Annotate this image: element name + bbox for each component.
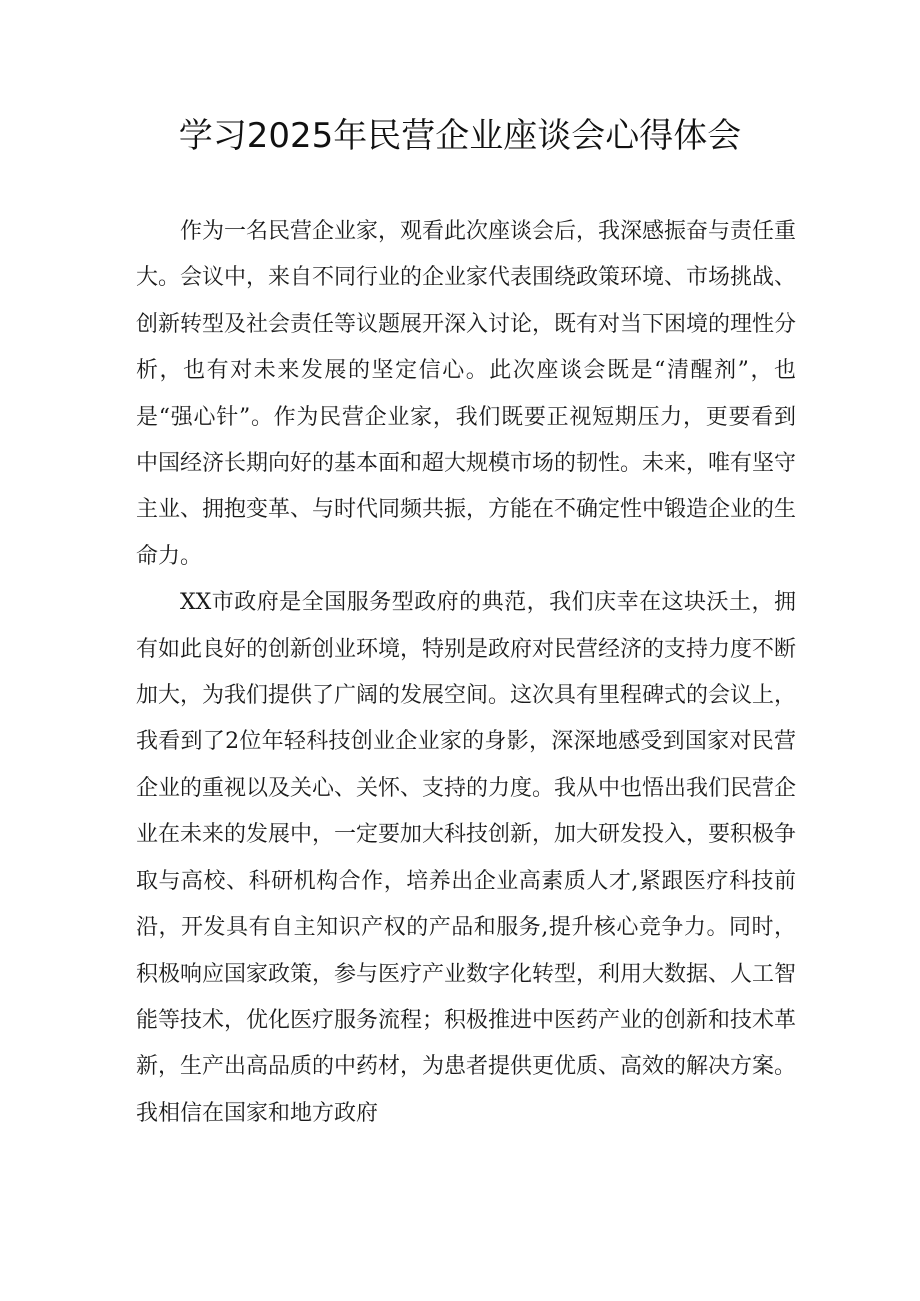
document-body xyxy=(136,209,796,1137)
paragraph-1: 作为一名民营企业家，观看此次座谈会后，我深感振奋与责任重大。会议中，来自不同行业的企业家代表围绕政策环境、市场挑战、创新转型及社会责任等议题展开深入讨论，既有对当下困境的理性分析，也有对未来发展的坚定信心。此次座谈会既是“清醒剂”，也是“强心针”。作为民营企业家，我们既要正视短期压力，更要看到中国经济长期向好的基本面和超大规模市场的韧性。未来，唯有坚守主业、拥抱变革、与时代同频共振，方能在不确定性中锻造企业的生命力。 xyxy=(136,219,797,569)
paragraph-2: XX市政府是全国服务型政府的典范，我们庆幸在这块沃土，拥有如此良好的创新创业环境，特别是政府对民营经济的支持力度不断加大，为我们提供了广阔的发展空间。这次具有里程碑式的会议上，我看到了2位年轻科技创业企业家的身影，深深地感受到国家对民营企业的重视以及关心、关怀、支持的力度。我从中也悟出我们民营企业在未来的发展中，一定要加大科技创新，加大研发投入，要积极争取与高校、科研机构合作，培养出企业高素质人才,紧跟医疗科技前沿，开发具有自主知识产权的产品和服务,提升核心竞争力。同时，积极响应国家政策，参与医疗产业数字化转型，利用大数据、人工智能等技术，优化医疗服务流程；积极推进中医药产业的创新和技术革新，生产出高品质的中药材，为患者提供更优质、高效的解决方案。我相信在国家和地方政府 xyxy=(136,590,797,1126)
document-title: 学习2025年民营企业座谈会心得体会 xyxy=(178,116,742,156)
